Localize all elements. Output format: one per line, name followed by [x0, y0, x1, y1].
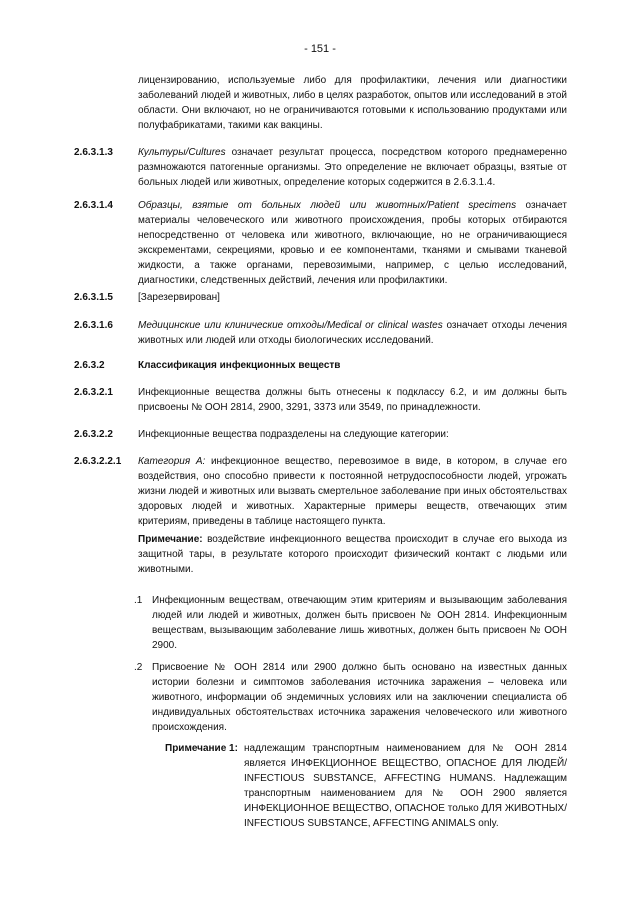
section-number: 2.6.3.2.1	[74, 387, 113, 398]
note-text: воздействие инфекционного вещества происходит в случае его выхода из защитной тары, в результате которого происходит физический контакт с людьми или животными.	[138, 534, 567, 575]
section-number: 2.6.3.2.2	[74, 429, 113, 440]
section-term: Образцы, взятые от больных людей или животных/Patient specimens	[138, 200, 517, 211]
section-heading: Классификация инфекционных веществ	[138, 360, 341, 371]
section-body: означает материалы человеческого или животного происхождения, пробы которых отбираются непосредственно от человека или животного, включающие, но не ограничивающиеся экскрементами, секрециями, кровью и ее компонентами, тканями и смывами тканевой жидкости, а также органами, перевозимыми, например, с целью исследований, диагностики, следственных действий, лечения или профилактики.	[138, 200, 567, 286]
section-text	[138, 145, 567, 190]
subitem-text: Инфекционным веществам, отвечающим этим критериям и вызывающим заболевания людей или людей и животных, должен быть присвоен № ООН 2814. Инфекционным веществам, вызывающим заболевание лишь животных, должен быть присвоен № ООН 2900.	[152, 595, 567, 651]
section-number: 2.6.3.2	[74, 360, 105, 371]
section-number: 2.6.3.1.4	[74, 200, 113, 211]
section-body: инфекционное вещество, перевозимое в виде, в котором, в случае его воздействия, оно способно привести к постоянной нетрудоспособности людей, угрожать жизни людей и животных или вызвать смертельное заболевание при иных обстоятельствах здоровых людей и животных. Характерные примеры веществ, отвечающих этим критериям, приведены в таблице настоящего пункта.	[138, 456, 567, 527]
section-term: Категория А:	[138, 456, 206, 467]
section-body: означает отходы лечения животных или людей или отходы биологических исследований.	[138, 320, 567, 346]
section-text: Инфекционные вещества должны быть отнесены к подклассу 6.2, и им должны быть присвоены № ООН 2814, 2900, 3291, 3373 или 3549, по принадлежности.	[138, 387, 567, 413]
section-number: 2.6.3.1.6	[74, 320, 113, 331]
section-text	[138, 318, 567, 348]
note1-label: Примечание 1:	[165, 743, 238, 754]
note-label: Примечание:	[138, 534, 203, 545]
section-text: Инфекционные вещества подразделены на следующие категории:	[138, 429, 449, 440]
section-text: [Зарезервирован]	[138, 292, 220, 303]
section-text	[138, 454, 567, 529]
section-number: 2.6.3.2.2.1	[74, 456, 122, 467]
section-term: Медицинские или клинические отходы/Medical or clinical wastes	[138, 320, 443, 331]
section-text	[138, 198, 567, 288]
intro-paragraph: лицензированию, используемые либо для профилактики, лечения или диагностики заболеваний людей и животных, либо в целях разработок, опытов или исследований в этой области. Они включают, но не ограничиваются готовыми к использованию продуктами или полуфабрикатами, такими как вакцины.	[138, 75, 568, 131]
section-number: 2.6.3.1.3	[74, 147, 113, 158]
page-number: - 151 -	[304, 43, 336, 55]
subitem-number: .1	[134, 595, 143, 606]
section-number: 2.6.3.1.5	[74, 292, 113, 303]
subitem-number: .2	[134, 662, 143, 673]
note1-text: надлежащим транспортным наименованием для № ООН 2814 является ИНФЕКЦИОННОЕ ВЕЩЕСТВО, ОПАСНОЕ ДЛЯ ЛЮДЕЙ/ INFECTIOUS SUBSTANCE, AFFECTING HUMANS. Надлежащим транспортным наименованием для № ООН 2900 является ИНФЕКЦИОННОЕ ВЕЩЕСТВО, ОПАСНОЕ только ДЛЯ ЖИВОТНЫХ/ INFECTIOUS SUBSTANCE, AFFECTING ANIMALS only.	[244, 743, 567, 829]
subitem-text: Присвоение № ООН 2814 или 2900 должно быть основано на известных данных истории болезни и симптомов заболевания источника заражения – человека или животного, информации об эндемичных условиях или на заключении специалиста об индивидуальных обстоятельствах источника заражения человеческого или животного происхождения.	[152, 662, 567, 733]
note	[138, 532, 567, 577]
section-body: означает результат процесса, посредством которого преднамеренно размножаются патогенные организмы. Это определение не включает образцы, взятые от больных людей или животных, определение которых содержится в 2.6.3.1.4.	[138, 147, 567, 188]
section-term: Культуры/Cultures	[138, 147, 226, 158]
